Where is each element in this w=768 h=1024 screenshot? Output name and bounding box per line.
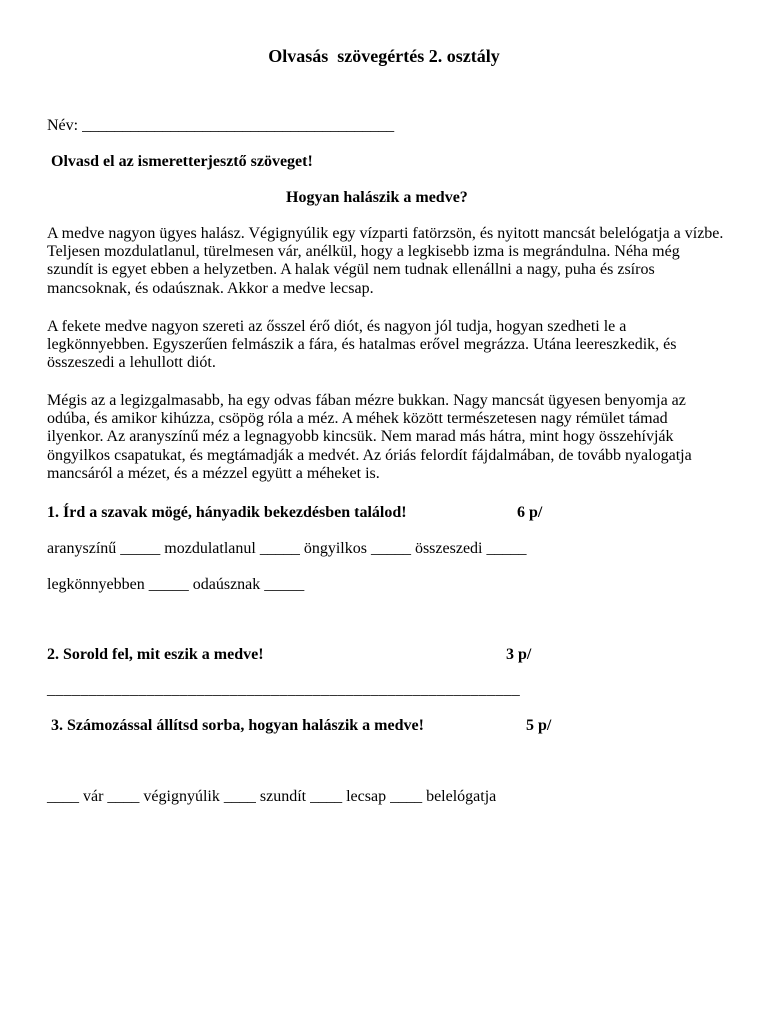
page-title: Olvasás szövegértés 2. osztály	[268, 46, 500, 66]
text-title: Hogyan halászik a medve?	[286, 189, 468, 206]
task3-question: 3. Számozással állítsd sorba, hogyan halászik a medve!	[51, 717, 424, 734]
task3-answer-row[interactable]: ____ vár ____ végignyúlik ____ szundít ____ lecsap ____ belelógatja	[47, 788, 497, 805]
task2-points: 3 p/	[506, 646, 532, 663]
task3-points: 5 p/	[526, 717, 552, 734]
paragraph-1: A medve nagyon ügyes halász. Végignyúlik egy vízparti fatörzsön, és nyitott mancsát belelógatja a vízbe. Teljesen mozdulatlanul, türelmesen vár, anélkül, hogy a legkisebb izma is megrándulna. Néha még szundít is egyet ebben a helyzetben. A halak végül nem tudnak ellenállni a nagy, puha és zsíros mancsoknak, és odaúsznak. Akkor a medve lecsap.	[47, 225, 724, 297]
paragraph-2: A fekete medve nagyon szereti az ősszel érő diót, és nagyon jól tudja, hogyan szedheti le a legkönnyebben. Egyszerűen felmászik a fára, és hatalmas erővel megrázza. Utána leereszkedik, és összeszedi a lehullott diót.	[47, 318, 677, 372]
instruction: Olvasd el az ismeretterjesztő szöveget!	[51, 153, 313, 170]
task2-answer-line[interactable]: _________________________________________________________	[47, 681, 521, 698]
task1-answer-row-2[interactable]: legkönnyebben _____ odaúsznak _____	[47, 576, 305, 593]
task1-answer-row-1[interactable]: aranyszínű _____ mozdulatlanul _____ öngyilkos _____ összeszedi _____	[47, 540, 527, 557]
paragraph-3: Mégis az a legizgalmasabb, ha egy odvas fában mézre bukkan. Nagy mancsát ügyesen benyomja az odúba, és amikor kihúzza, csöpög róla a méz. A méhek között természetesen nagy rémület támad ilyenkor. Az aranyszínű méz a legnagyobb kincsük. Nem marad más hátra, mint hogy összehívják öngyilkos csapatukat, és megtámadják a medvét. Az óriás felordít fájdalmában, de tovább nyalogatja mancsáról a mézet, és a mézzel együtt a méheket is.	[47, 392, 692, 482]
name-field[interactable]: Név: _______________________________________	[47, 117, 395, 134]
task1-question: 1. Írd a szavak mögé, hányadik bekezdésben találod!	[47, 504, 407, 521]
task2-question: 2. Sorold fel, mit eszik a medve!	[47, 646, 264, 663]
task1-points: 6 p/	[517, 504, 543, 521]
